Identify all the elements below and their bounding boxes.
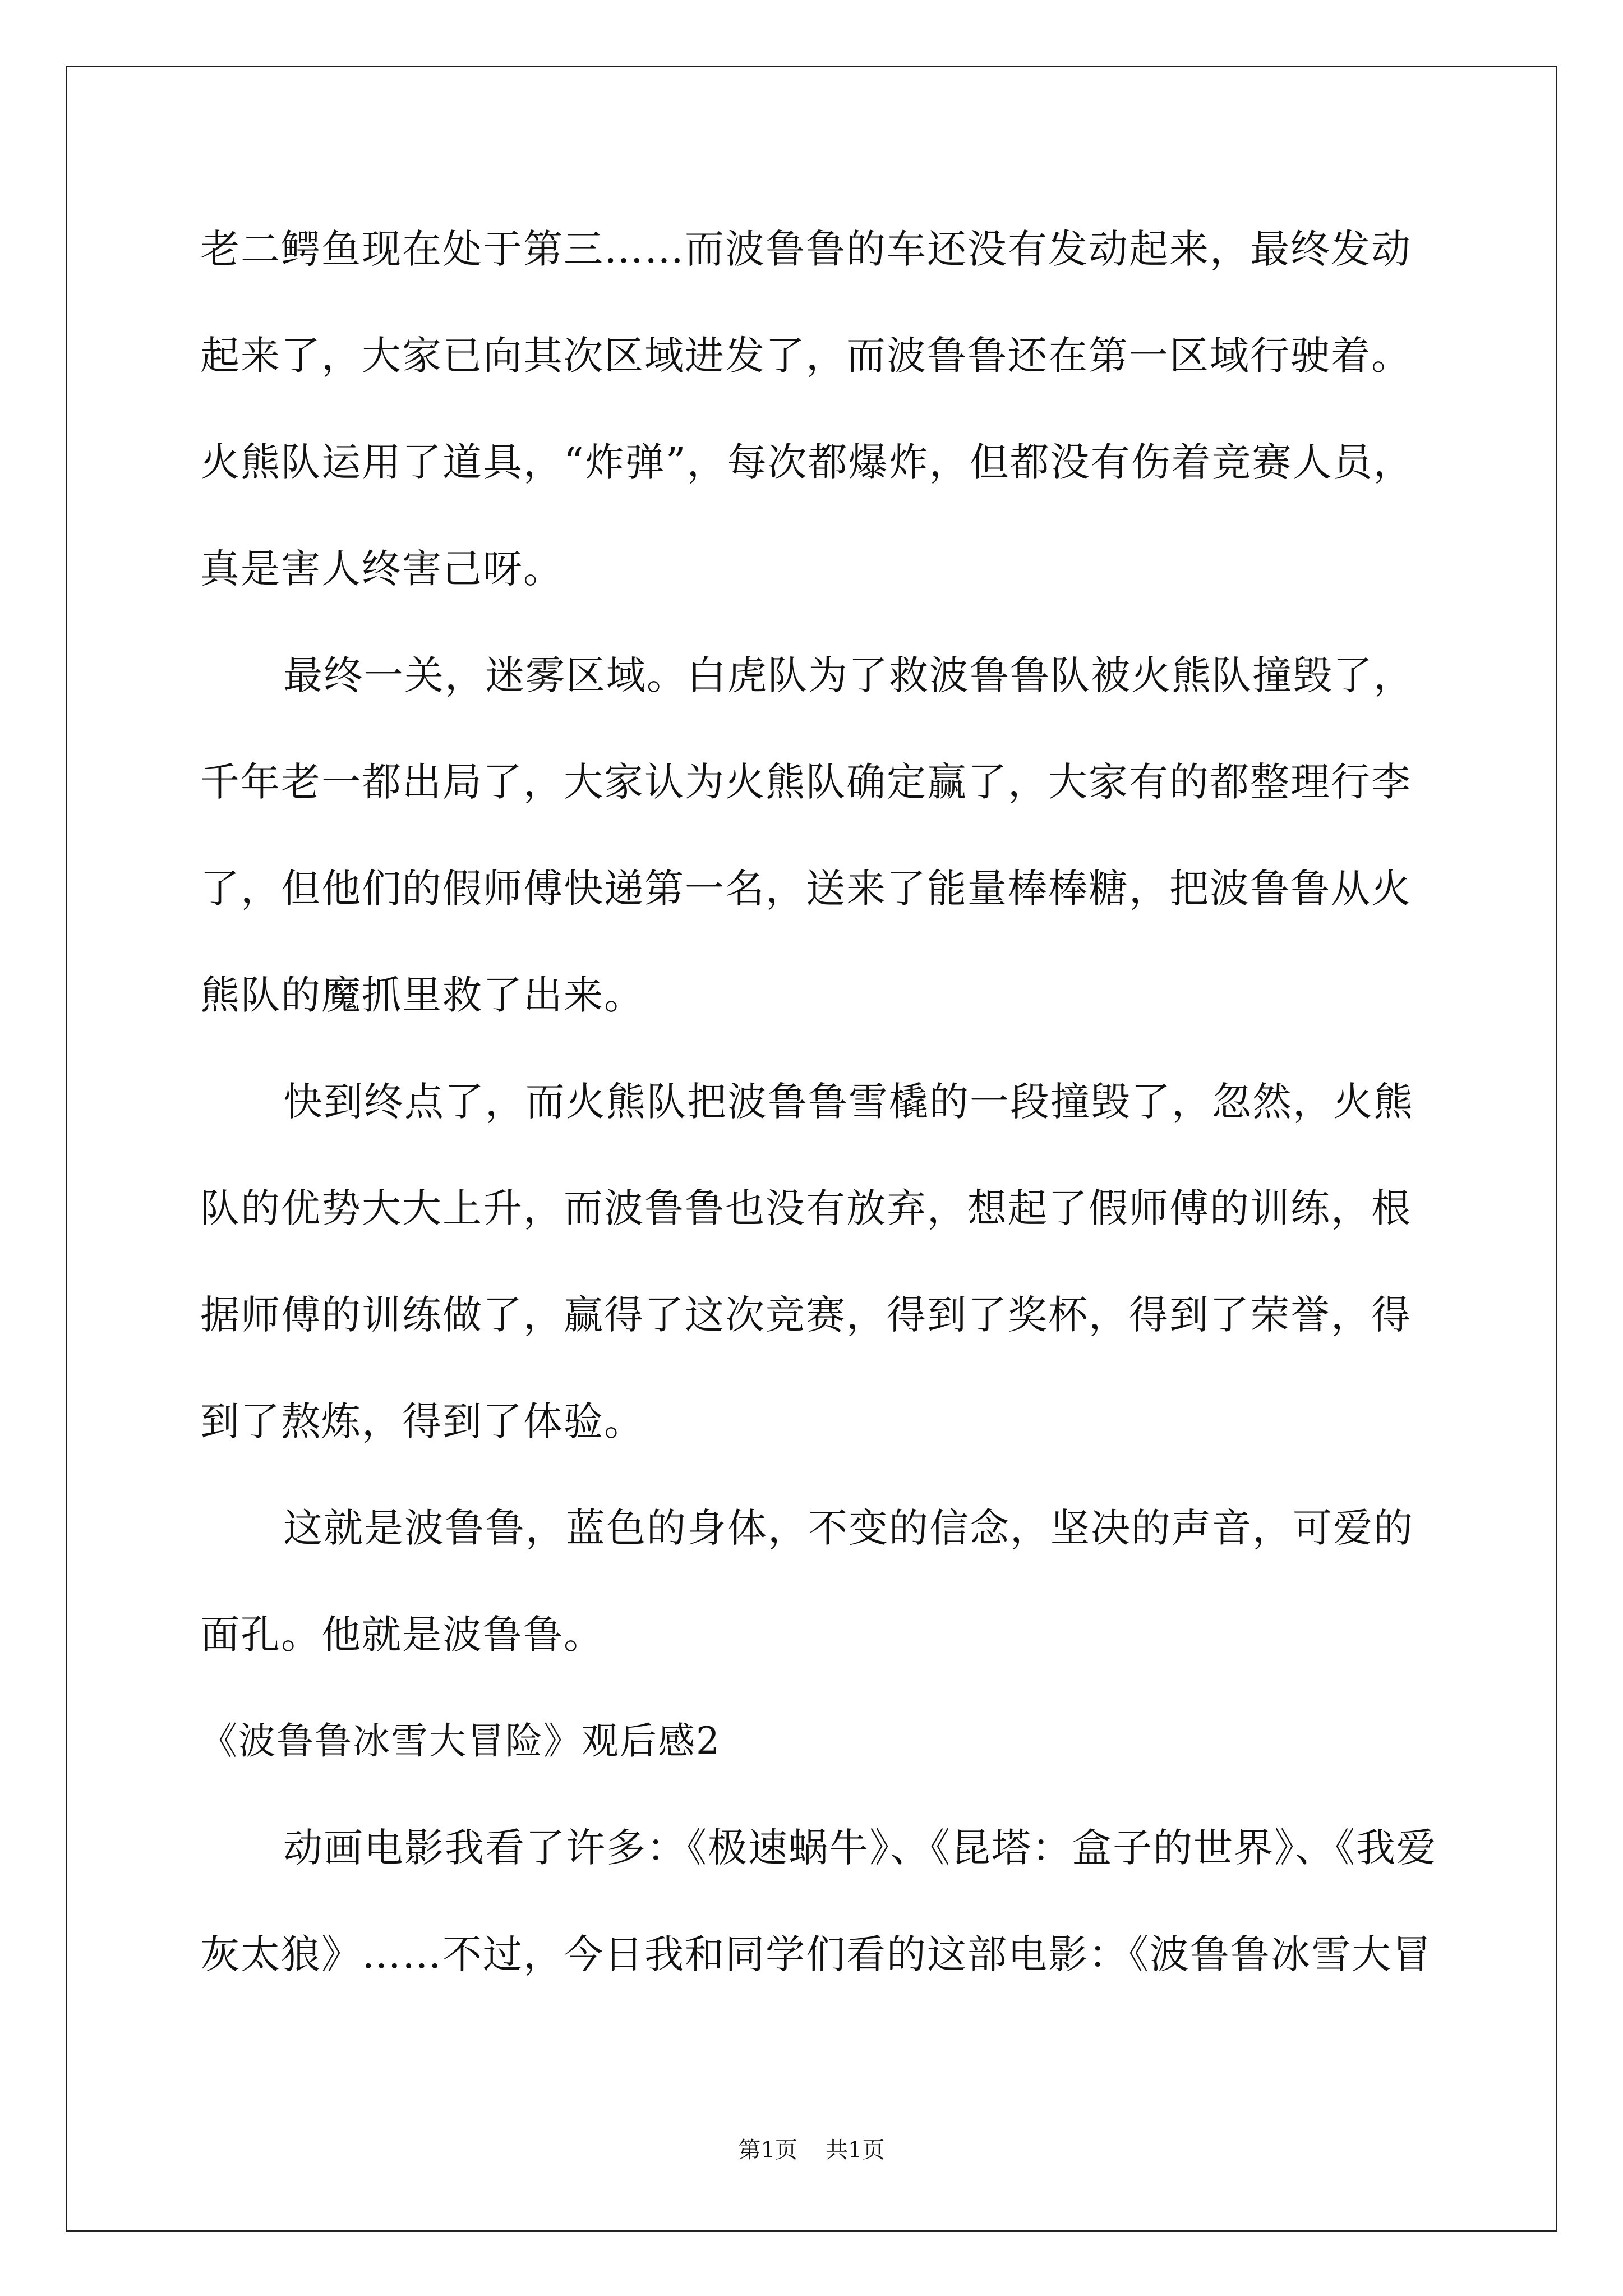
text-line-5: 最终一关，迷雾区域。白虎队为了救波鲁鲁队被火熊队撞毁了， [283,652,1414,698]
text-line-17: 灰太狼》……不过，今日我和同学们看的这部电影：《波鲁鲁冰雪大冒 [200,1931,1432,1977]
text-line-12: 到了熬炼，得到了体验。 [200,1398,644,1444]
page-total: 共1页 [826,2137,885,2163]
document-body [200,221,1437,2033]
text-line-2: 起来了，大家已向其次区域进发了，而波鲁鲁还在第一区域行驶着。 [200,333,1412,379]
page-number: 第1页 [738,2137,797,2163]
section-heading: 《波鲁鲁冰雪大冒险》观后感2 [200,1719,721,1763]
text-line-13: 这就是波鲁鲁，蓝色的身体，不变的信念，坚决的声音，可爱的 [283,1505,1414,1551]
text-line-14: 面孔。他就是波鲁鲁。 [200,1612,604,1658]
text-line-1: 老二鳄鱼现在处于第三……而波鲁鲁的车还没有发动起来，最终发动 [200,226,1412,272]
text-line-11: 据师傅的训练做了，赢得了这次竞赛，得到了奖杯，得到了荣誉，得 [200,1292,1412,1338]
text-line-9: 快到终点了，而火熊队把波鲁鲁雪橇的一段撞毁了，忽然，火熊 [283,1079,1414,1125]
text-line-8: 熊队的魔抓里救了出来。 [200,972,644,1018]
page-footer [0,2136,1623,2164]
text-line-10: 队的优势大大上升，而波鲁鲁也没有放弃，想起了假师傅的训练，根 [200,1185,1412,1231]
text-line-4: 真是害人终害己呀。 [200,546,564,592]
text-line-3: 火熊队运用了道具，“炸弹”，每次都爆炸，但都没有伤着竞赛人员， [200,439,1414,485]
text-line-16: 动画电影我看了许多：《极速蜗牛》、《昆塔：盒子的世界》、《我爱 [283,1825,1437,1871]
text-line-7: 了，但他们的假师傅快递第一名，送来了能量棒棒糖，把波鲁鲁从火 [200,866,1412,912]
text-line-6: 千年老一都出局了，大家认为火熊队确定赢了，大家有的都整理行李 [200,759,1412,805]
